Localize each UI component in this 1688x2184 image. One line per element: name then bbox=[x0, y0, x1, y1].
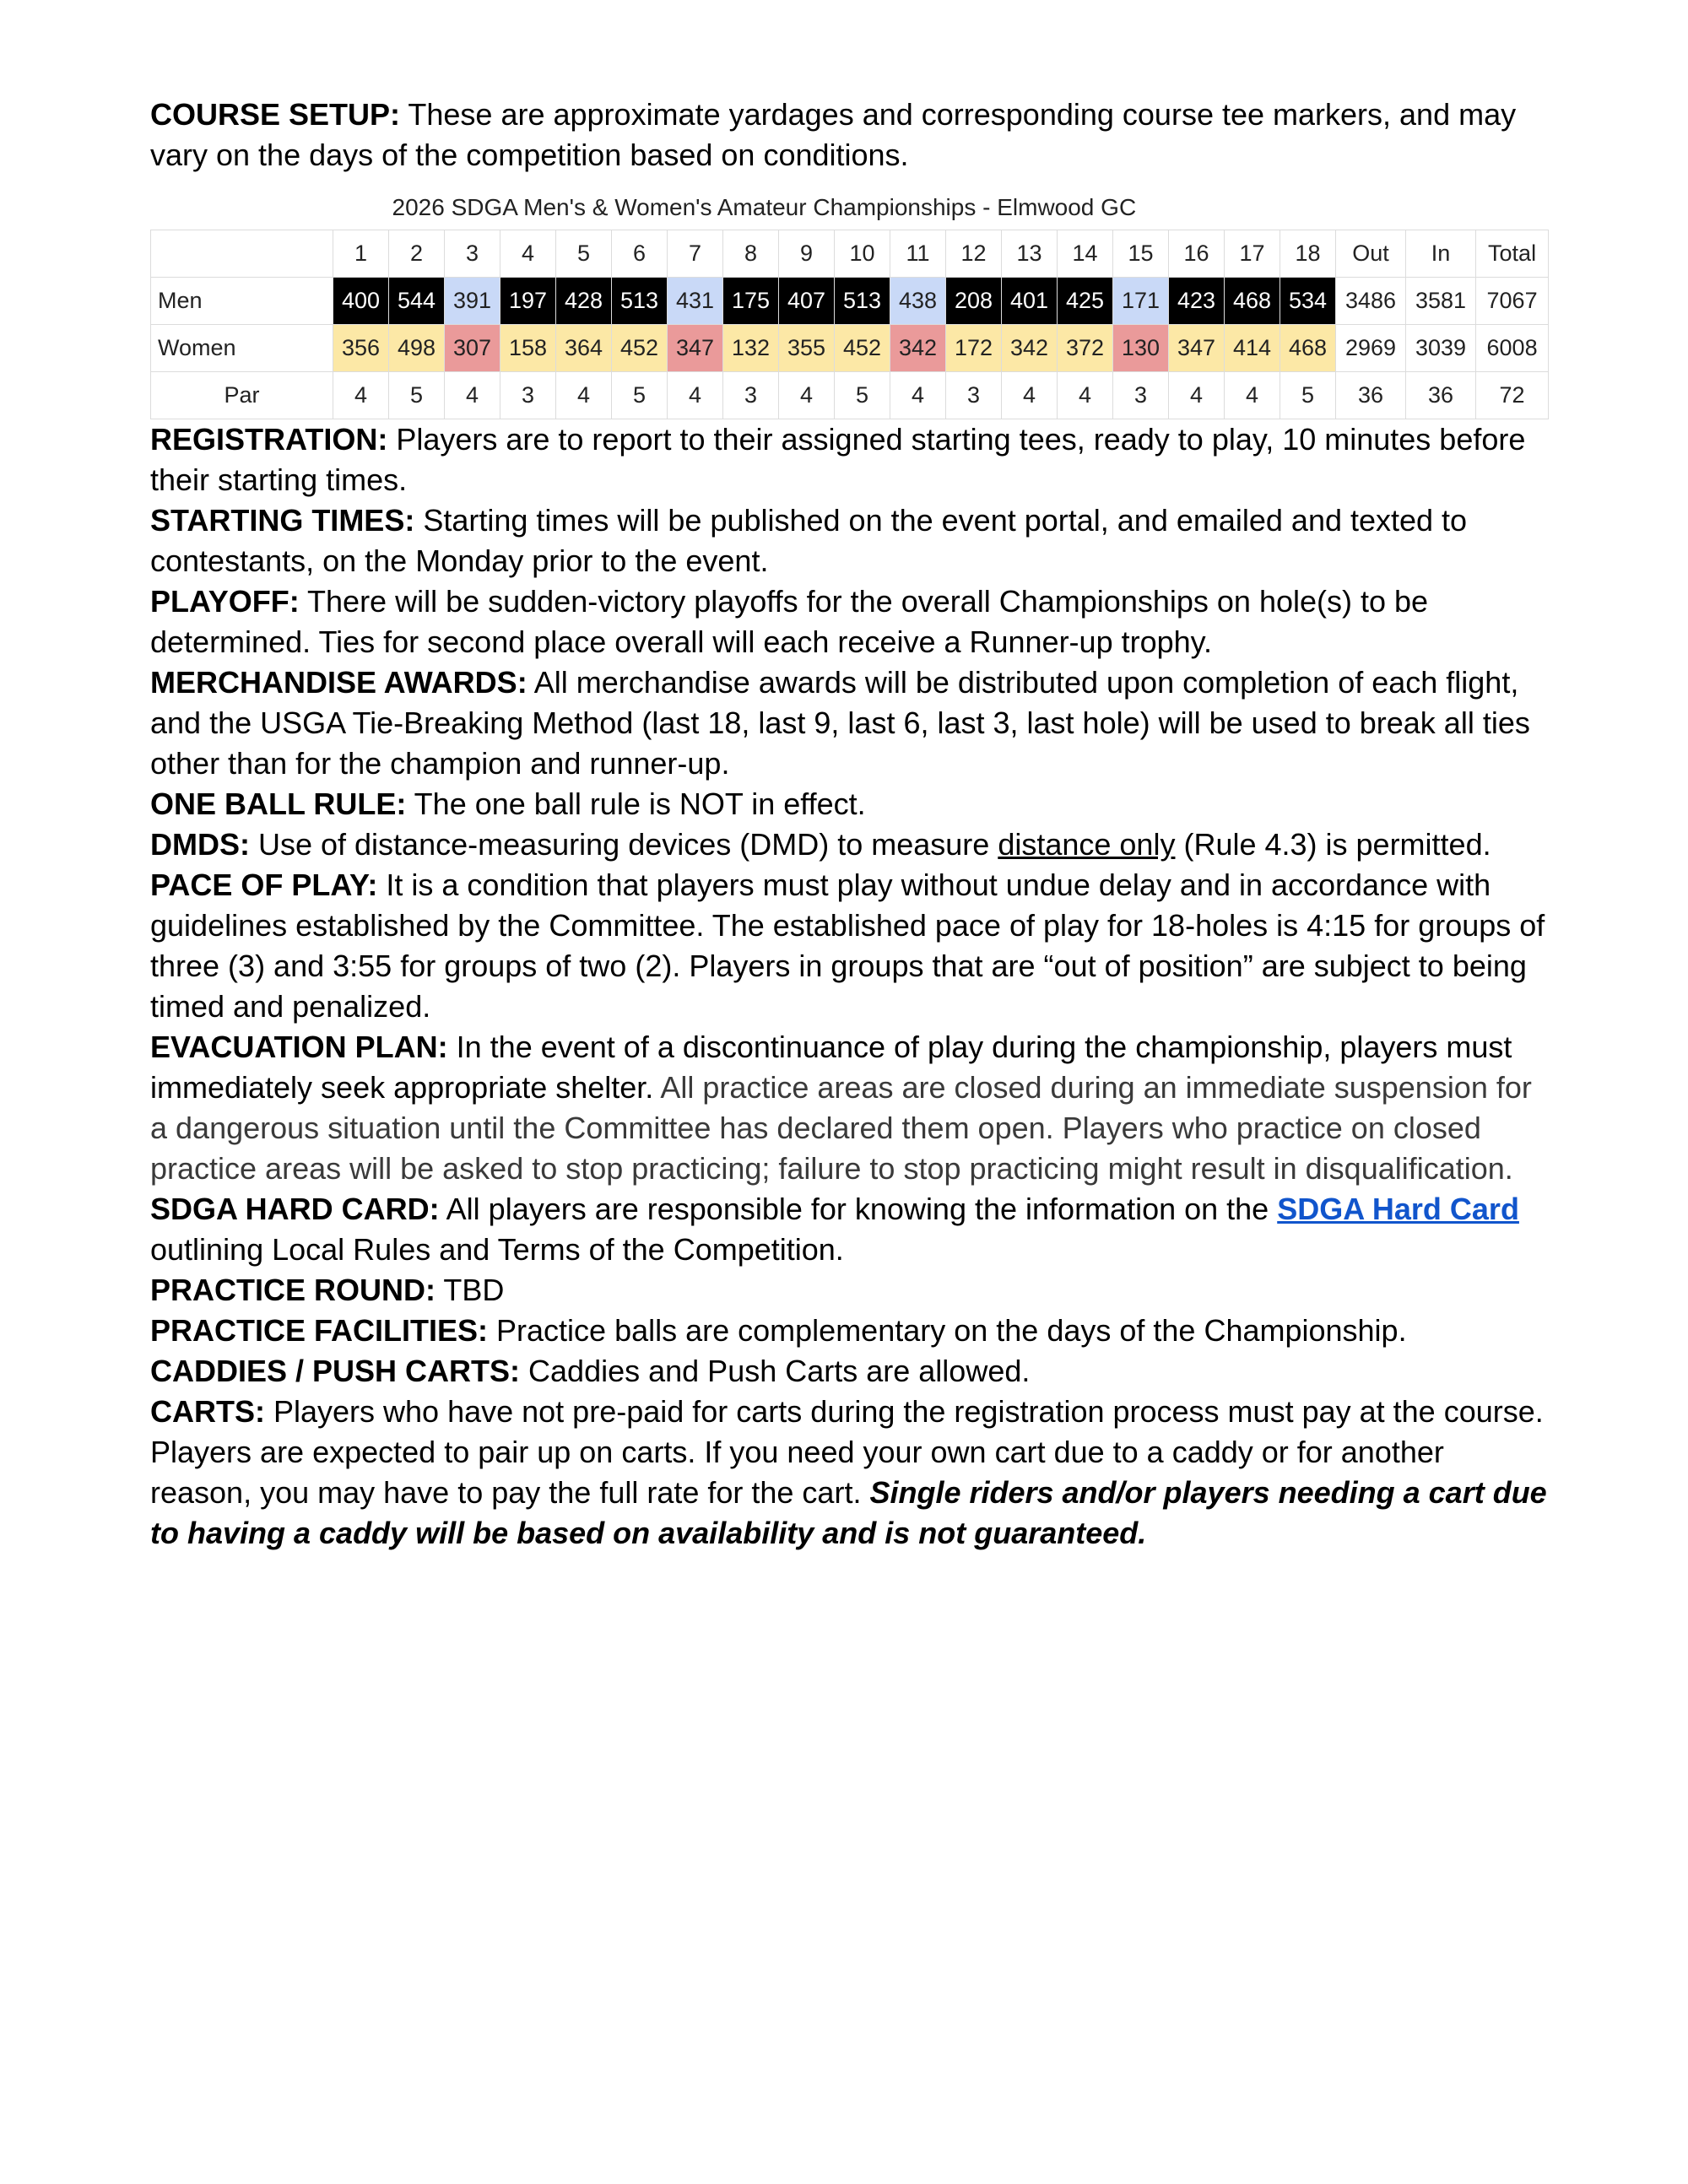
practice-round-text: TBD bbox=[436, 1273, 505, 1307]
table-cell: 4 bbox=[556, 372, 612, 419]
starting-times-heading: STARTING TIMES: bbox=[150, 503, 415, 538]
carts-text: Players who have not pre-paid for carts during the registration process must pay at the course. Players are expected to pair up on carts. If you need your own cart due to a caddy or for another reason, you may have to pay the full rate for the cart. bbox=[150, 1394, 1544, 1510]
table-cell: 72 bbox=[1476, 372, 1549, 419]
pace-heading: PACE OF PLAY: bbox=[150, 868, 378, 902]
carts-emphasis: Single riders and/or players needing a cart due to having a caddy will be based on availability and is not guaranteed. bbox=[150, 1475, 1547, 1550]
table-header-cell: 8 bbox=[723, 230, 779, 278]
table-header-cell: 15 bbox=[1113, 230, 1169, 278]
practice-round-heading: PRACTICE ROUND: bbox=[150, 1273, 436, 1307]
one-ball-text: The one ball rule is NOT in effect. bbox=[406, 787, 866, 821]
table-cell: 342 bbox=[890, 325, 946, 372]
practice-facilities-section bbox=[150, 1311, 1551, 1351]
starting-times-text: Starting times will be published on the event portal, and emailed and texted to contestants, on the Monday prior to the event. bbox=[150, 503, 1468, 578]
table-cell: 4 bbox=[1058, 372, 1113, 419]
evacuation-text: In the event of a discontinuance of play during the championship, players must immediately seek appropriate shelter. bbox=[150, 1030, 1512, 1105]
table-cell: 5 bbox=[389, 372, 445, 419]
carts-section bbox=[150, 1392, 1551, 1554]
table-cell: 3 bbox=[723, 372, 779, 419]
practice-facilities-text: Practice balls are complementary on the days of the Championship. bbox=[488, 1313, 1407, 1348]
table-cell: 342 bbox=[1002, 325, 1058, 372]
carts-heading: CARTS: bbox=[150, 1394, 265, 1429]
starting-times-section bbox=[150, 500, 1551, 581]
table-cell: 3 bbox=[500, 372, 556, 419]
table-cell: 544 bbox=[389, 278, 445, 325]
one-ball-heading: ONE BALL RULE: bbox=[150, 787, 407, 821]
table-cell: 307 bbox=[445, 325, 500, 372]
course-yardage-table bbox=[150, 186, 1549, 419]
registration-text: Players are to report to their assigned starting tees, ready to play, 10 minutes before their starting times. bbox=[150, 422, 1526, 497]
hard-card-section bbox=[150, 1189, 1551, 1270]
table-row bbox=[151, 325, 1549, 372]
table-cell: 208 bbox=[946, 278, 1002, 325]
table-header-cell: In bbox=[1406, 230, 1476, 278]
table-cell: 5 bbox=[1280, 372, 1336, 419]
table-cell: 4 bbox=[890, 372, 946, 419]
table-cell: 3581 bbox=[1406, 278, 1476, 325]
table-row bbox=[151, 372, 1549, 419]
table-cell: 4 bbox=[333, 372, 389, 419]
dmds-underlined: distance only bbox=[998, 827, 1176, 862]
table-cell: 364 bbox=[556, 325, 612, 372]
table-cell: 4 bbox=[1002, 372, 1058, 419]
table-header-cell: Total bbox=[1476, 230, 1549, 278]
table-cell: 372 bbox=[1058, 325, 1113, 372]
practice-round-section bbox=[150, 1270, 1551, 1311]
table-cell: 407 bbox=[779, 278, 835, 325]
one-ball-section bbox=[150, 784, 1551, 824]
table-header-cell: 2 bbox=[389, 230, 445, 278]
merchandise-heading: MERCHANDISE AWARDS: bbox=[150, 665, 528, 700]
table-header-cell: 10 bbox=[835, 230, 890, 278]
table-cell: 452 bbox=[612, 325, 668, 372]
table-cell: 438 bbox=[890, 278, 946, 325]
table-header-cell: 4 bbox=[500, 230, 556, 278]
dmds-section bbox=[150, 824, 1551, 865]
table-header-cell: 18 bbox=[1280, 230, 1336, 278]
table-header-cell: 3 bbox=[445, 230, 500, 278]
table-cell: 391 bbox=[445, 278, 500, 325]
practice-facilities-heading: PRACTICE FACILITIES: bbox=[150, 1313, 489, 1348]
table-cell: 4 bbox=[1169, 372, 1225, 419]
evacuation-text-grey: All practice areas are closed during an immediate suspension for a dangerous situation until the Committee has declared them open. Players who practice on closed practice areas will be asked to stop practicing; failure to stop practicing might result in disqualification. bbox=[150, 1070, 1532, 1186]
table-header-cell: 11 bbox=[890, 230, 946, 278]
table-cell: 130 bbox=[1113, 325, 1169, 372]
table-cell: 5 bbox=[835, 372, 890, 419]
table-row bbox=[151, 278, 1549, 325]
table-header-blank bbox=[151, 230, 333, 278]
table-cell: 3486 bbox=[1336, 278, 1406, 325]
table-cell: 4 bbox=[1225, 372, 1280, 419]
registration-section bbox=[150, 419, 1551, 500]
document-page bbox=[150, 95, 1551, 1554]
table-cell: 513 bbox=[612, 278, 668, 325]
table-header-cell: 9 bbox=[779, 230, 835, 278]
table-header-cell: 7 bbox=[668, 230, 723, 278]
table-header-cell: 16 bbox=[1169, 230, 1225, 278]
table-cell: 171 bbox=[1113, 278, 1169, 325]
table-header-cell: 17 bbox=[1225, 230, 1280, 278]
table-cell: 534 bbox=[1280, 278, 1336, 325]
table-title-row bbox=[151, 186, 1549, 230]
table-cell: 356 bbox=[333, 325, 389, 372]
merchandise-text: All merchandise awards will be distributed upon completion of each flight, and the USGA Tie-Breaking Method (last 18, last 9, last 6, last 3, last hole) will be used to break all ties other than for the champion and runner-up. bbox=[150, 665, 1530, 781]
table-cell: 414 bbox=[1225, 325, 1280, 372]
caddies-section bbox=[150, 1351, 1551, 1392]
table-header-cell: 6 bbox=[612, 230, 668, 278]
table-cell: 425 bbox=[1058, 278, 1113, 325]
hard-card-link[interactable]: SDGA Hard Card bbox=[1277, 1192, 1519, 1226]
table-cell: 3 bbox=[1113, 372, 1169, 419]
table-cell: 2969 bbox=[1336, 325, 1406, 372]
evacuation-section bbox=[150, 1027, 1551, 1189]
table-header-cell: 1 bbox=[333, 230, 389, 278]
table-cell: 401 bbox=[1002, 278, 1058, 325]
table-cell: 197 bbox=[500, 278, 556, 325]
table-title: 2026 SDGA Men's & Women's Amateur Championships - Elmwood GC bbox=[392, 194, 1137, 220]
table-cell: 452 bbox=[835, 325, 890, 372]
table-cell: 431 bbox=[668, 278, 723, 325]
table-header-cell: Out bbox=[1336, 230, 1406, 278]
table-cell: 355 bbox=[779, 325, 835, 372]
table-row-label: Par bbox=[151, 372, 333, 419]
table-header-cell: 12 bbox=[946, 230, 1002, 278]
table-cell: 4 bbox=[445, 372, 500, 419]
hard-card-text-before: All players are responsible for knowing the information on the bbox=[439, 1192, 1278, 1226]
table-cell: 347 bbox=[668, 325, 723, 372]
table-cell: 158 bbox=[500, 325, 556, 372]
table-header-cell: 13 bbox=[1002, 230, 1058, 278]
table-cell: 3039 bbox=[1406, 325, 1476, 372]
table-cell: 428 bbox=[556, 278, 612, 325]
hard-card-text-after: outlining Local Rules and Terms of the Competition. bbox=[150, 1232, 844, 1267]
table-cell: 423 bbox=[1169, 278, 1225, 325]
pace-text: It is a condition that players must play without undue delay and in accordance with guidelines established by the Committee. The established pace of play for 18-holes is 4:15 for groups of three (3) and 3:55 for groups of two (2). Players in groups that are “out of position” are subject to being timed and penalized. bbox=[150, 868, 1545, 1024]
table-header-row bbox=[151, 230, 1549, 278]
course-setup-section bbox=[150, 95, 1551, 176]
table-row-label: Men bbox=[151, 278, 333, 325]
dmds-text-after: (Rule 4.3) is permitted. bbox=[1175, 827, 1491, 862]
table-cell: 468 bbox=[1280, 325, 1336, 372]
table-cell: 36 bbox=[1336, 372, 1406, 419]
table-cell: 3 bbox=[946, 372, 1002, 419]
course-setup-heading: COURSE SETUP: bbox=[150, 97, 401, 132]
table-cell: 4 bbox=[779, 372, 835, 419]
table-cell: 498 bbox=[389, 325, 445, 372]
hard-card-heading: SDGA HARD CARD: bbox=[150, 1192, 440, 1226]
table-header-cell: 5 bbox=[556, 230, 612, 278]
table-row-label: Women bbox=[151, 325, 333, 372]
table-cell: 172 bbox=[946, 325, 1002, 372]
table-cell: 175 bbox=[723, 278, 779, 325]
table-cell: 36 bbox=[1406, 372, 1476, 419]
table-cell: 6008 bbox=[1476, 325, 1549, 372]
table-cell: 5 bbox=[612, 372, 668, 419]
playoff-section bbox=[150, 581, 1551, 662]
table-cell: 347 bbox=[1169, 325, 1225, 372]
caddies-text: Caddies and Push Carts are allowed. bbox=[520, 1354, 1031, 1388]
table-cell: 468 bbox=[1225, 278, 1280, 325]
merchandise-section bbox=[150, 662, 1551, 784]
course-setup-text: These are approximate yardages and corresponding course tee markers, and may vary on the days of the competition based on conditions. bbox=[150, 97, 1517, 172]
caddies-heading: CADDIES / PUSH CARTS: bbox=[150, 1354, 521, 1388]
registration-heading: REGISTRATION: bbox=[150, 422, 388, 457]
table-cell: 7067 bbox=[1476, 278, 1549, 325]
dmds-text-before: Use of distance-measuring devices (DMD) to measure bbox=[249, 827, 998, 862]
table-header-cell: 14 bbox=[1058, 230, 1113, 278]
table-cell: 132 bbox=[723, 325, 779, 372]
playoff-heading: PLAYOFF: bbox=[150, 584, 300, 619]
table-cell: 513 bbox=[835, 278, 890, 325]
dmds-heading: DMDS: bbox=[150, 827, 250, 862]
playoff-text: There will be sudden-victory playoffs for the overall Championships on hole(s) to be determined. Ties for second place overall will each receive a Runner-up trophy. bbox=[150, 584, 1429, 659]
table-cell: 4 bbox=[668, 372, 723, 419]
evacuation-heading: EVACUATION PLAN: bbox=[150, 1030, 448, 1064]
pace-section bbox=[150, 865, 1551, 1027]
table-cell: 400 bbox=[333, 278, 389, 325]
